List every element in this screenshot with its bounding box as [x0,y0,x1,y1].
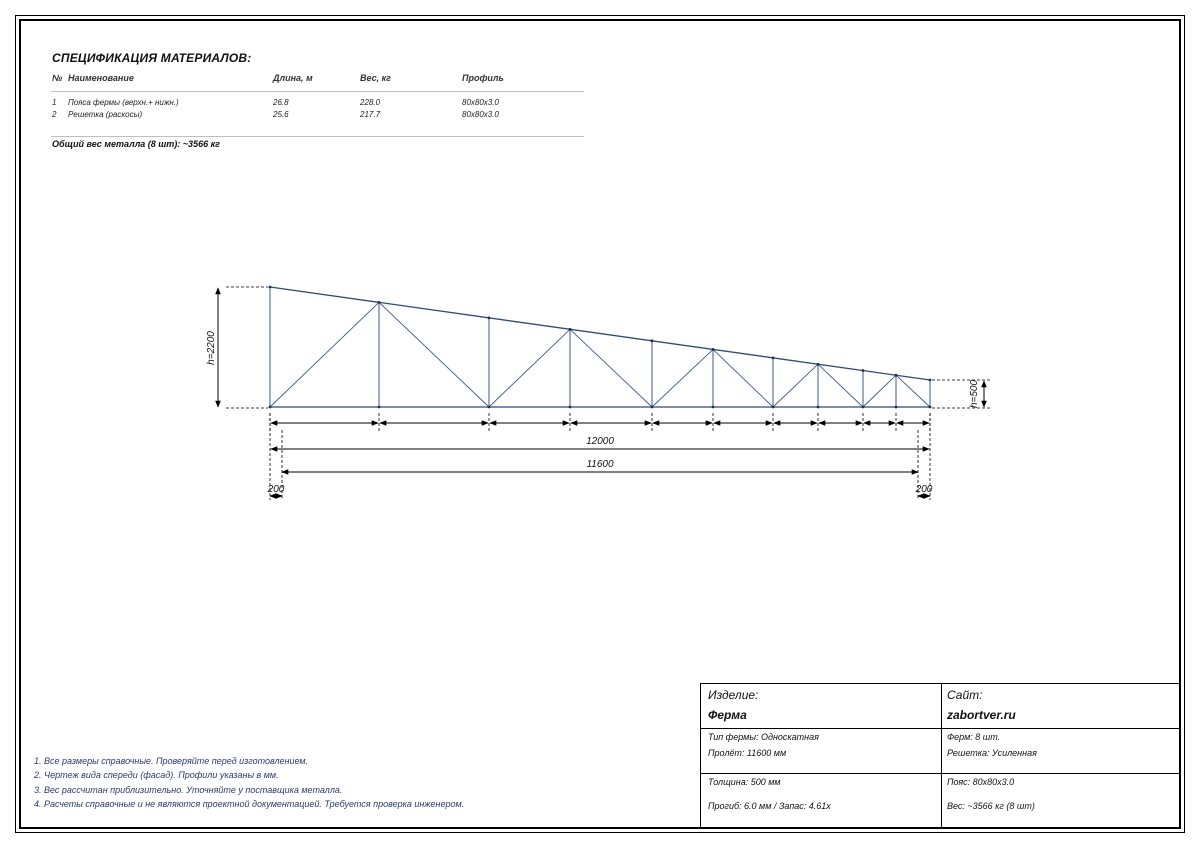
product-label: Изделие: [708,688,759,702]
diagonal-member [652,349,713,407]
truss-node [817,363,820,366]
truss-count: Ферм: 8 шт. [947,732,1001,742]
diagonal-member [773,364,818,407]
truss-node [569,406,572,409]
spec-cell: 228.0 [360,98,381,107]
chord-profile: Пояс: 80x80x3.0 [947,777,1015,787]
diagonal-member [570,329,652,407]
diagonal-member [896,375,930,407]
spec-col-profile: Профиль [462,73,504,83]
spec-col-weight: Вес, кг [360,73,391,83]
spec-cell: 217.7 [360,110,381,119]
title-block-divider [701,773,1179,774]
spec-cell: 80x80x3.0 [462,98,499,107]
truss-node [651,406,654,409]
lattice-type: Решетка: Усиленная [947,748,1037,758]
height-left-label: h=2200 [206,331,217,365]
truss-node [929,406,932,409]
truss-type: Тип фермы: Односкатная [708,732,819,742]
truss-node [712,348,715,351]
truss-node [929,379,932,382]
truss-node [772,406,775,409]
title-block-divider [701,728,1179,729]
spec-col-length: Длина, м [273,73,313,83]
total-weight: Вес: ~3566 кг (8 шт) [947,801,1035,811]
diagonal-member [713,349,773,407]
note-item: 1. Все размеры справочные. Проверяйте перед изготовлением. [34,756,309,766]
truss-node [269,406,272,409]
truss-node [817,406,820,409]
spec-cell: Решетка (раскосы) [68,110,143,119]
note-item: 3. Вес рассчитан приблизительно. Уточняйте у поставщика металла. [34,784,343,795]
spec-cell: 2 [52,110,57,119]
truss-node [378,406,381,409]
spec-cell: 25.6 [273,110,289,119]
note-item: 4. Расчеты справочные и не являются проектной документацией. Требуется проверка инженером. [34,798,465,809]
truss-node [488,316,491,319]
spec-cell: 26.8 [273,98,289,107]
truss-node [488,406,491,409]
dimension-right-support-label: 200 [915,484,933,495]
truss-node [651,339,654,342]
truss-node [772,356,775,359]
truss-node [862,406,865,409]
spec-title: СПЕЦИФИКАЦИЯ МАТЕРИАЛОВ: [52,51,252,65]
spec-cell: 1 [52,98,57,107]
top-chord [270,287,930,380]
truss-node [378,301,381,304]
site-value: zabortver.ru [947,708,1016,722]
dimension-span-label: 11600 [586,459,614,470]
spec-cell: 80x80x3.0 [462,110,499,119]
site-label: Сайт: [947,688,983,702]
truss-nodes [269,286,932,409]
spec-cell: Пояса фермы (верхн.+ нижн.) [68,98,179,107]
title-block [700,683,1180,828]
diagonal-member [270,302,379,407]
product-value: Ферма [708,708,747,722]
truss-node [712,406,715,409]
truss-node [269,286,272,289]
height-right-label: h=500 [969,379,980,409]
title-block-divider [941,684,942,827]
dimension-left-support-label: 200 [267,484,285,495]
truss-node [862,369,865,372]
spec-col-number: № [52,73,63,83]
truss-members [270,287,930,407]
notes [34,754,464,811]
truss-node [895,406,898,409]
spec-total-weight: Общий вес металла (8 шт): ~3566 кг [52,139,220,149]
spec-col-name: Наименование [68,73,134,83]
truss-deflection: Прогиб: 6.0 мм / Запас: 4.61x [708,801,831,811]
diagonal-member [863,375,896,407]
diagonal-member [489,329,570,407]
dimension-total-label: 12000 [586,436,614,447]
diagonal-member [379,302,489,407]
diagonal-member [818,364,863,407]
truss-dimensions [270,413,930,431]
truss-thickness: Толщина: 500 мм [708,777,781,787]
note-item: 2. Чертеж вида спереди (фасад). Профили указаны в мм. [34,770,279,781]
truss-node [569,328,572,331]
truss-span: Пролёт: 11600 мм [708,748,787,758]
truss-node [895,374,898,377]
